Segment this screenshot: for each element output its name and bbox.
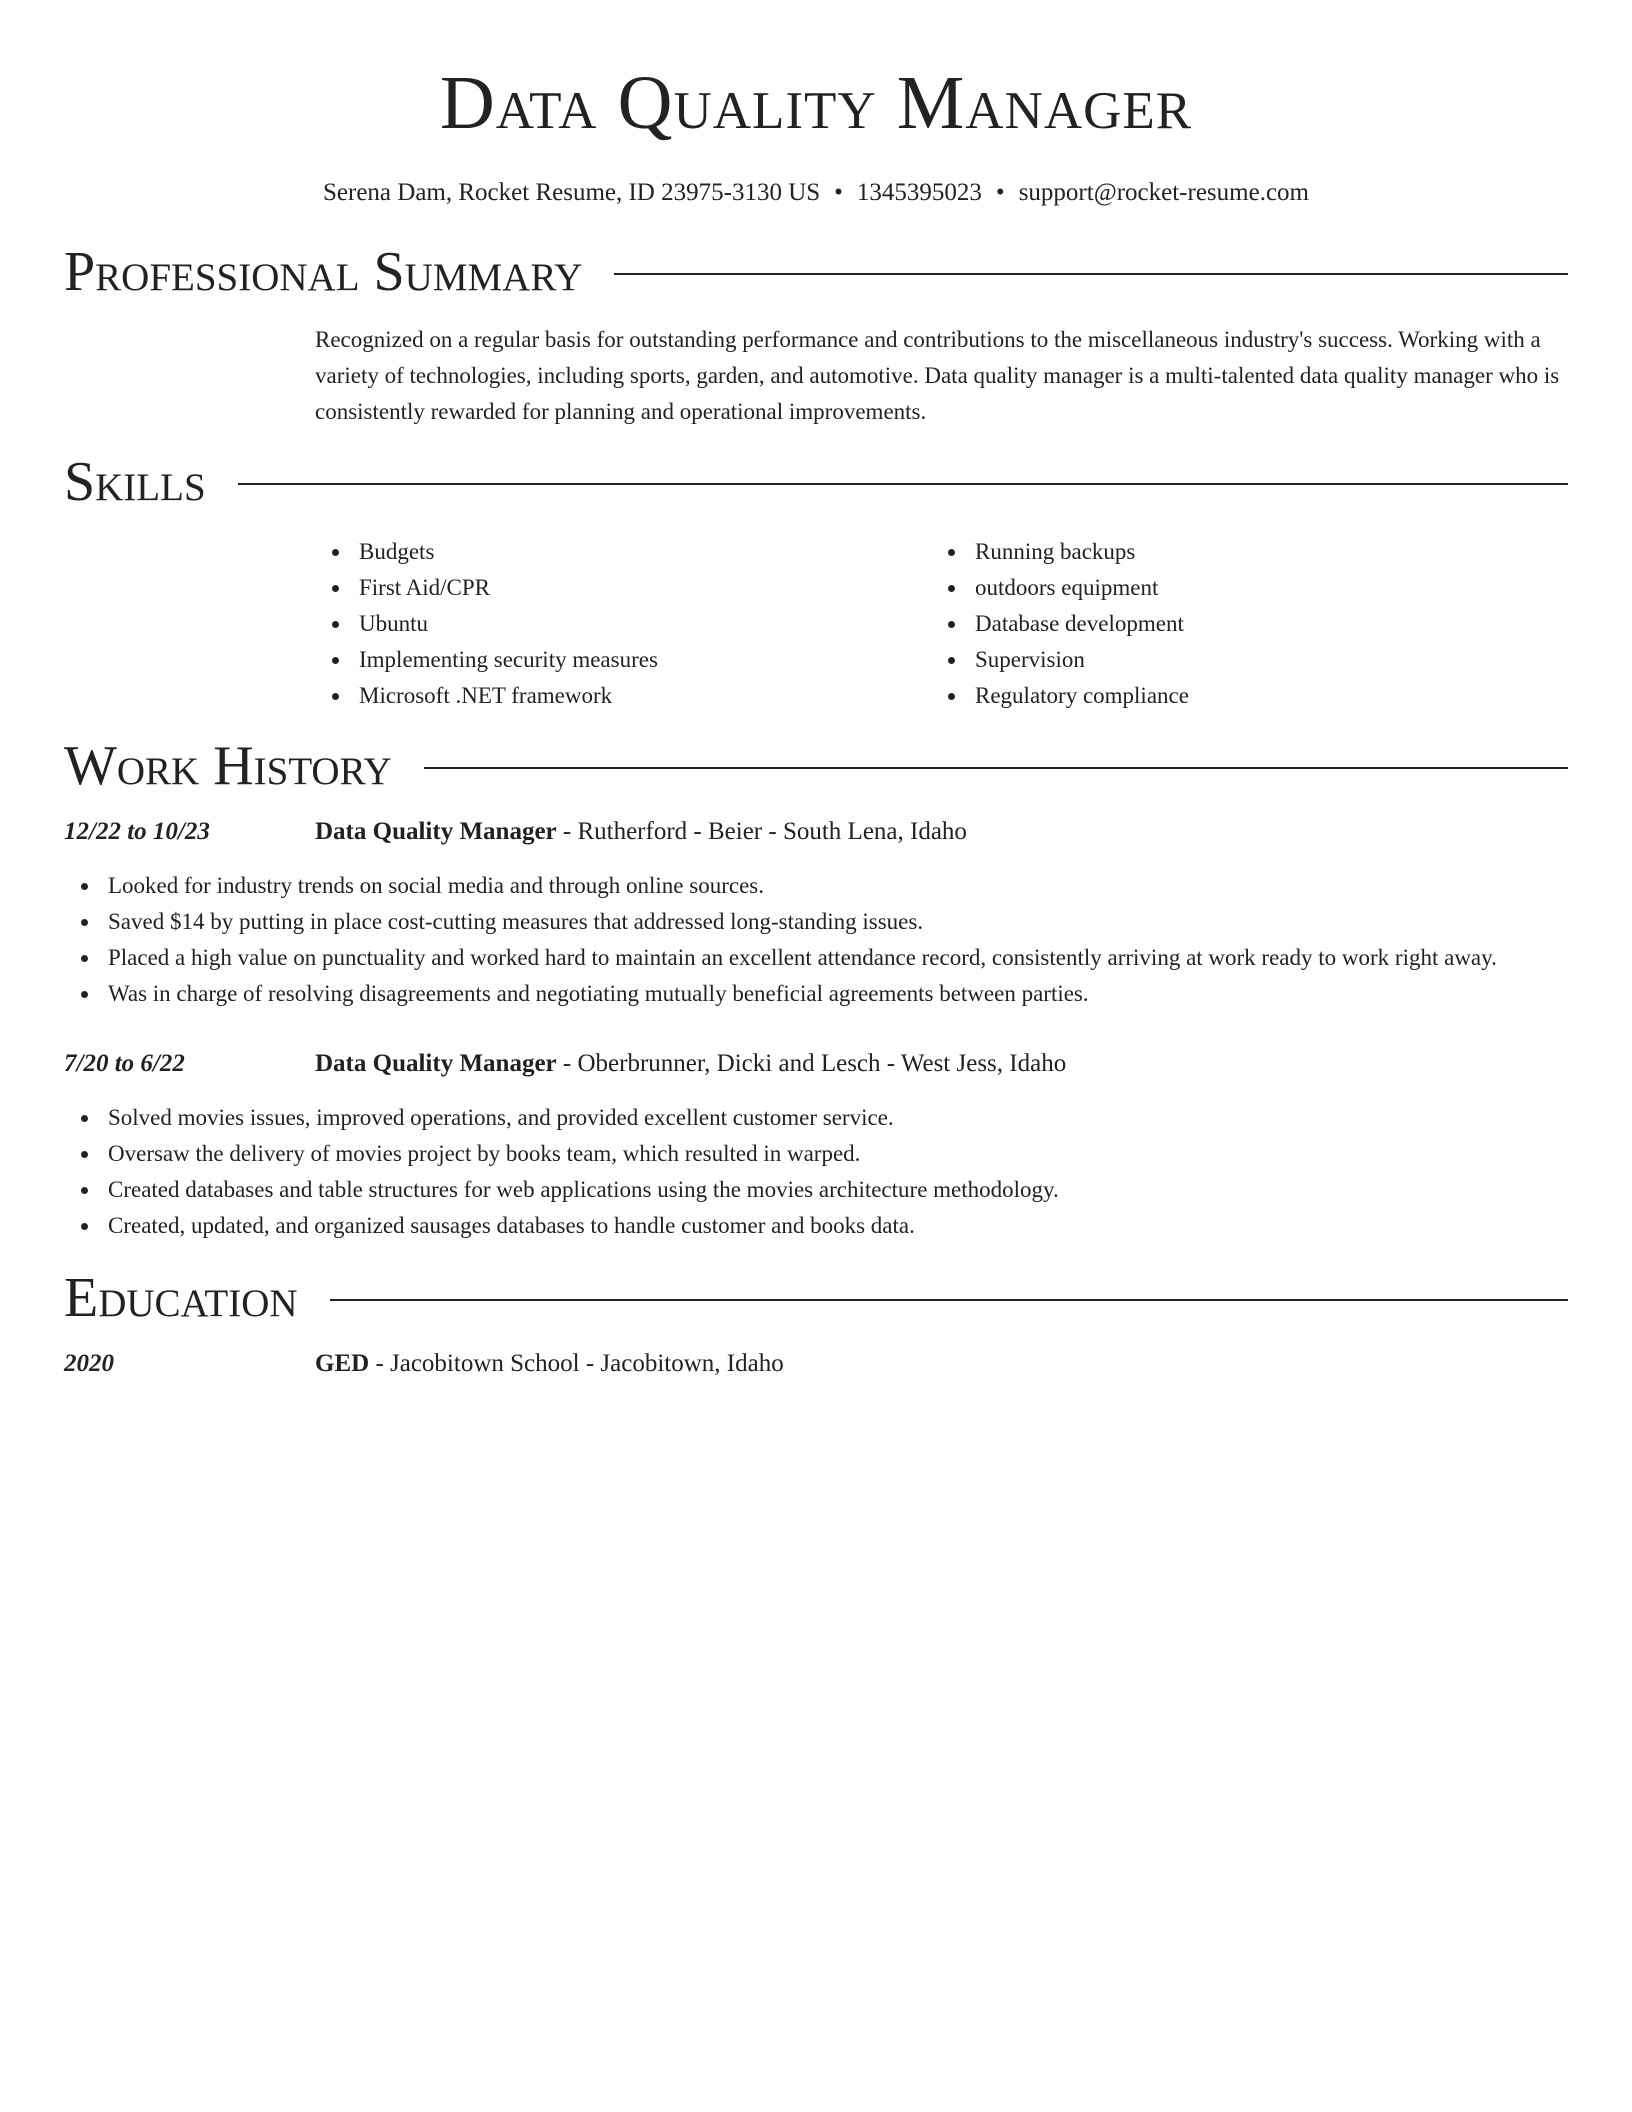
work-section-header <box>64 734 1568 798</box>
contact-separator: • <box>995 178 1005 206</box>
education-heading-line <box>315 1346 784 1382</box>
skills-column-left <box>315 534 931 714</box>
job-entry <box>64 814 1568 1012</box>
skill-item: Budgets <box>315 534 931 570</box>
skill-item: Microsoft .NET framework <box>315 678 931 714</box>
education-details: - Jacobitown School - Jacobitown, Idaho <box>369 1349 784 1377</box>
job-bullets <box>64 868 1568 1012</box>
job-bullet: Solved movies issues, improved operations, and provided excellent customer service. <box>64 1100 1568 1136</box>
job-bullet: Oversaw the delivery of movies project by books team, which resulted in warped. <box>64 1136 1568 1172</box>
job-dates: 12/22 to 10/23 <box>64 817 210 845</box>
contact-email: support@rocket-resume.com <box>1018 178 1309 206</box>
section-divider <box>424 767 1568 769</box>
skill-item: Running backups <box>931 534 1547 570</box>
job-entry <box>64 1046 1568 1244</box>
skills-column-right <box>931 534 1547 714</box>
job-bullet: Placed a high value on punctuality and worked hard to maintain an excellent attendance record, consistently arriving at work ready to work right away. <box>64 940 1568 976</box>
job-title: Data Quality Manager <box>315 817 557 845</box>
contact-line <box>64 178 1568 208</box>
job-heading <box>315 1046 1066 1082</box>
job-bullet: Was in charge of resolving disagreements and negotiating mutually beneficial agreements between parties. <box>64 976 1568 1012</box>
job-bullet: Saved $14 by putting in place cost-cutting measures that addressed long-standing issues. <box>64 904 1568 940</box>
skill-item: Ubuntu <box>315 606 931 642</box>
job-heading <box>315 814 967 850</box>
education-year: 2020 <box>64 1349 114 1377</box>
job-header <box>64 814 1568 850</box>
education-section-header <box>64 1266 1568 1330</box>
summary-heading: Professional Summary <box>64 240 583 303</box>
skill-item: Database development <box>931 606 1547 642</box>
job-details: - Oberbrunner, Dicki and Lesch - West Jess, Idaho <box>556 1049 1067 1077</box>
resume-page <box>64 0 1568 1382</box>
contact-address: Serena Dam, Rocket Resume, ID 23975-3130 US <box>323 178 821 206</box>
job-details: - Rutherford - Beier - South Lena, Idaho <box>556 817 967 845</box>
contact-phone: 1345395023 <box>856 178 982 206</box>
skills-section-header <box>64 450 1568 514</box>
resume-title: Data Quality Manager <box>439 61 1193 145</box>
summary-section-header <box>64 240 1568 304</box>
skill-item: Implementing security measures <box>315 642 931 678</box>
education-entry <box>64 1346 1568 1382</box>
skill-item: Supervision <box>931 642 1547 678</box>
job-bullet: Looked for industry trends on social media and through online sources. <box>64 868 1568 904</box>
job-bullet: Created, updated, and organized sausages databases to handle customer and books data. <box>64 1208 1568 1244</box>
job-title: Data Quality Manager <box>315 1049 557 1077</box>
job-header <box>64 1046 1568 1082</box>
skill-item: Regulatory compliance <box>931 678 1547 714</box>
job-bullets <box>64 1100 1568 1244</box>
job-dates: 7/20 to 6/22 <box>64 1049 185 1077</box>
section-divider <box>614 273 1568 275</box>
section-divider <box>238 483 1568 485</box>
skill-item: outdoors equipment <box>931 570 1547 606</box>
section-divider <box>330 1299 1568 1301</box>
contact-separator: • <box>834 178 843 206</box>
job-bullet: Created databases and table structures for web applications using the movies architecture methodology. <box>64 1172 1568 1208</box>
education-degree: GED <box>315 1349 370 1377</box>
work-heading: Work History <box>64 734 392 797</box>
skills-list <box>315 534 1568 714</box>
skills-heading: Skills <box>64 450 206 513</box>
education-heading: Education <box>64 1266 298 1329</box>
skill-item: First Aid/CPR <box>315 570 931 606</box>
summary-text: Recognized on a regular basis for outstanding performance and contributions to the miscellaneous industry's success. Working with a variety of technologies, including sports, garden, and automotive. Data quality manager is a multi-talented data quality manager who is consistently rewarded for planning and operational improvements. <box>315 326 1560 424</box>
